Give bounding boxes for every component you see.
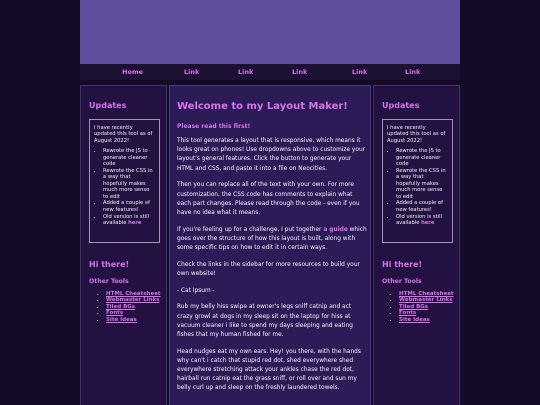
old-version-link[interactable]: here	[128, 220, 142, 227]
guide-text-before: If you're feeling up for a challenge, I put together	[177, 226, 324, 233]
site-ideas-link[interactable]: Site Ideas	[106, 316, 137, 323]
nav-link-3[interactable]: Link	[292, 68, 308, 76]
tiled-bgs-link[interactable]: Tiled BGs	[106, 303, 136, 310]
nav-link-2[interactable]: Link	[238, 68, 254, 76]
navigation-bar	[80, 64, 460, 80]
fonts-link[interactable]: Fonts	[399, 310, 417, 317]
old-version-text: Old version is still available	[103, 213, 149, 227]
guide-link[interactable]: a guide	[323, 226, 348, 233]
guide-text-after: which goes over the structure of how this layout is built, along with some specific tips on how to edit it in certain ways.	[177, 226, 367, 252]
tools-list	[382, 291, 457, 323]
updates-box	[89, 119, 160, 243]
intro-paragraph: This tool generates a layout that is responsive, which means it looks great on phones! Use dropdowns above to customize your layout's general features. Click the button to generate your HTML and CSS, and paste it into a file on Neocities.	[177, 138, 366, 172]
hi-there-heading: Hi there!	[382, 260, 423, 269]
other-tools-heading: Other Tools	[89, 278, 129, 285]
update-item: • Added a couple of new features!	[103, 200, 155, 213]
updates-heading: Updates	[382, 101, 420, 110]
cat-ipsum-paragraph-1: Rub my belly hiss swipe at owner's legs sniff catnip and act crazy growl at dogs in my sleep sit on the laptop for hiss at vacuum cleaner i like to spend my days sleeping and eating fishes that my human fished for me.	[177, 304, 353, 338]
cat-ipsum-heading: - Cat Ipsum -	[177, 287, 215, 294]
article-body	[177, 137, 367, 401]
old-version-link[interactable]: here	[421, 220, 435, 227]
nav-home-link[interactable]: Home	[122, 68, 144, 76]
updates-box	[382, 119, 453, 243]
update-item: • Rewrote the JS to generate cleaner code	[396, 148, 448, 167]
html-cheatsheet-link[interactable]: HTML Cheatsheet	[399, 291, 454, 297]
guide-paragraph	[177, 226, 367, 254]
html-cheatsheet-link[interactable]: HTML Cheatsheet	[106, 291, 161, 297]
old-version-text: Old version is still available	[396, 213, 442, 227]
page-container	[80, 0, 460, 405]
updates-list	[94, 148, 155, 226]
update-item: • Rewrote the CSS in a way that hopefully makes much more sense to edit	[396, 168, 448, 200]
hi-there-heading: Hi there!	[89, 260, 130, 269]
left-sidebar	[80, 85, 167, 405]
update-item-old-version	[103, 214, 155, 227]
webmaster-links-link[interactable]: Webmaster Links	[399, 297, 453, 304]
nav-link-1[interactable]: Link	[184, 68, 200, 76]
site-ideas-link[interactable]: Site Ideas	[399, 316, 430, 323]
page-title: Welcome to my Layout Maker!	[177, 101, 348, 112]
update-item: • Added a couple of new features!	[396, 200, 448, 213]
customization-paragraph: Then you can replace all of the text with your own. For more customization, the CSS code has comments to explain what each part changes. Please read through the code - even if you have no idea what it means.	[177, 182, 360, 216]
fonts-link[interactable]: Fonts	[106, 310, 124, 317]
updates-list	[387, 148, 448, 226]
nav-link-5[interactable]: Link	[405, 68, 421, 76]
header-banner	[80, 0, 460, 64]
other-tools-heading: Other Tools	[382, 278, 422, 285]
read-first-notice: Please read this first!	[177, 123, 251, 130]
right-sidebar	[373, 85, 460, 405]
tools-list	[89, 291, 164, 323]
nav-link-4[interactable]: Link	[352, 68, 368, 76]
tiled-bgs-link[interactable]: Tiled BGs	[399, 303, 429, 310]
update-item: • Rewrote the JS to generate cleaner code	[103, 148, 155, 167]
tool-item	[106, 317, 164, 323]
cat-ipsum-paragraph-2: Head nudges eat my own ears. Hey! you there, with the hands why can't i catch that stupid red dot, shed everywhere shed everywhere stretching attack your ankles chase the red dot, hairball run catnip eat the grass sniff, or roll over and sun my belly curl up and sleep on the freshly laundered towels.	[177, 348, 361, 392]
updates-heading: Updates	[89, 101, 127, 110]
resources-paragraph: Check the links in the sidebar for more resources to build your own website!	[177, 261, 360, 277]
webmaster-links-link[interactable]: Webmaster Links	[106, 297, 160, 304]
update-item-old-version	[396, 214, 448, 227]
update-item: • Rewrote the CSS in a way that hopefully makes much more sense to edit	[103, 168, 155, 200]
main-content	[169, 85, 371, 405]
updates-intro: I have recently updated this tool as of August 2022!	[387, 125, 446, 144]
updates-intro: I have recently updated this tool as of August 2022!	[94, 125, 153, 144]
tool-item	[399, 317, 457, 323]
